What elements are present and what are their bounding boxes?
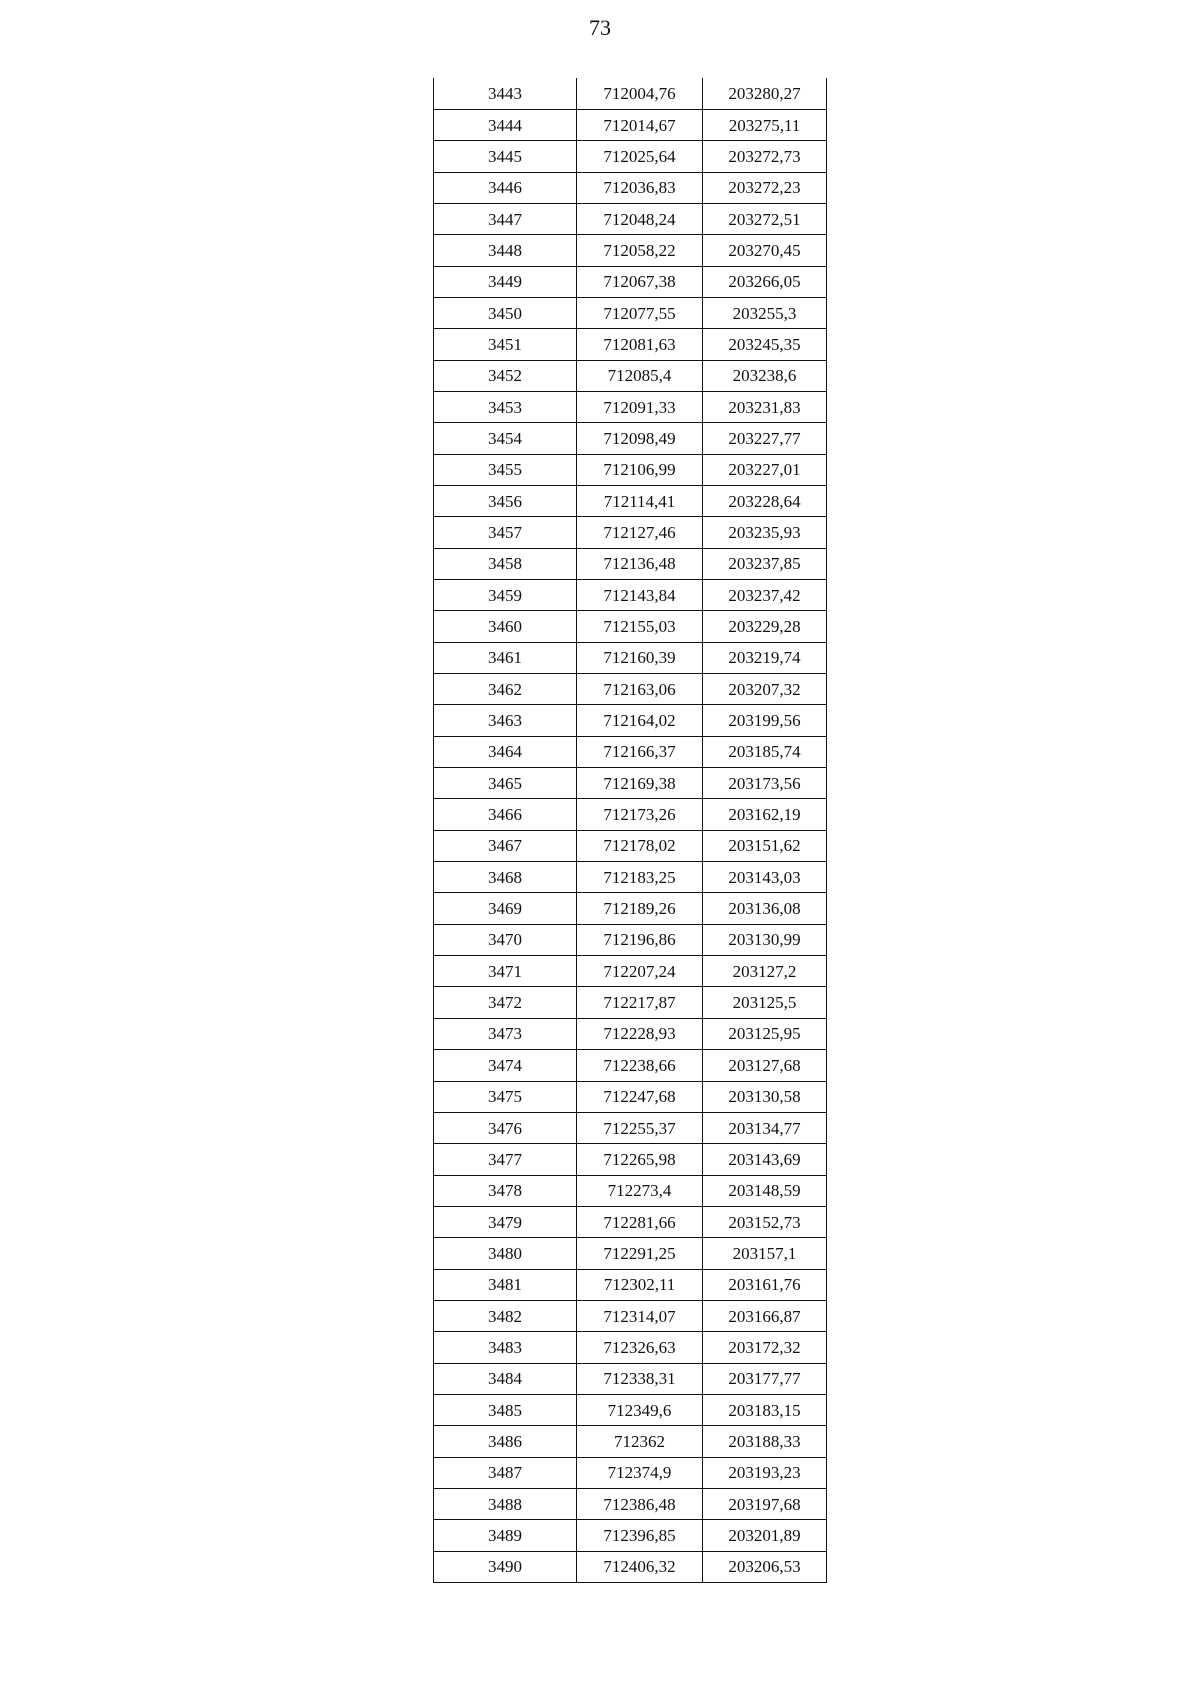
table-row bbox=[434, 1520, 827, 1551]
point-number-cell: 3483 bbox=[434, 1332, 577, 1363]
table-row bbox=[434, 893, 827, 924]
y-coordinate-cell: 203127,2 bbox=[703, 956, 827, 987]
table-row bbox=[434, 329, 827, 360]
point-number-cell: 3490 bbox=[434, 1551, 577, 1582]
table-row bbox=[434, 580, 827, 611]
x-coordinate-cell: 712386,48 bbox=[577, 1488, 703, 1519]
y-coordinate-cell: 203280,27 bbox=[703, 78, 827, 109]
table-row bbox=[434, 235, 827, 266]
x-coordinate-cell: 712255,37 bbox=[577, 1112, 703, 1143]
x-coordinate-cell: 712169,38 bbox=[577, 768, 703, 799]
table-row bbox=[434, 1206, 827, 1237]
point-number-cell: 3458 bbox=[434, 548, 577, 579]
x-coordinate-cell: 712004,76 bbox=[577, 78, 703, 109]
table-row bbox=[434, 1363, 827, 1394]
point-number-cell: 3455 bbox=[434, 454, 577, 485]
x-coordinate-cell: 712189,26 bbox=[577, 893, 703, 924]
point-number-cell: 3481 bbox=[434, 1269, 577, 1300]
y-coordinate-cell: 203238,6 bbox=[703, 360, 827, 391]
point-number-cell: 3475 bbox=[434, 1081, 577, 1112]
y-coordinate-cell: 203136,08 bbox=[703, 893, 827, 924]
point-number-cell: 3459 bbox=[434, 580, 577, 611]
table-row bbox=[434, 1112, 827, 1143]
point-number-cell: 3460 bbox=[434, 611, 577, 642]
y-coordinate-cell: 203185,74 bbox=[703, 736, 827, 767]
table-row bbox=[434, 956, 827, 987]
table-row bbox=[434, 203, 827, 234]
x-coordinate-cell: 712106,99 bbox=[577, 454, 703, 485]
page-number: 73 bbox=[589, 15, 611, 40]
point-number-cell: 3468 bbox=[434, 862, 577, 893]
y-coordinate-cell: 203130,99 bbox=[703, 924, 827, 955]
x-coordinate-cell: 712217,87 bbox=[577, 987, 703, 1018]
y-coordinate-cell: 203199,56 bbox=[703, 705, 827, 736]
y-coordinate-cell: 203228,64 bbox=[703, 485, 827, 516]
point-number-cell: 3467 bbox=[434, 830, 577, 861]
x-coordinate-cell: 712114,41 bbox=[577, 485, 703, 516]
x-coordinate-cell: 712155,03 bbox=[577, 611, 703, 642]
point-number-cell: 3465 bbox=[434, 768, 577, 799]
table-row bbox=[434, 454, 827, 485]
x-coordinate-cell: 712164,02 bbox=[577, 705, 703, 736]
x-coordinate-cell: 712228,93 bbox=[577, 1018, 703, 1049]
y-coordinate-cell: 203275,11 bbox=[703, 109, 827, 140]
table-row bbox=[434, 109, 827, 140]
point-number-cell: 3446 bbox=[434, 172, 577, 203]
table-row bbox=[434, 736, 827, 767]
point-number-cell: 3482 bbox=[434, 1300, 577, 1331]
y-coordinate-cell: 203173,56 bbox=[703, 768, 827, 799]
point-number-cell: 3449 bbox=[434, 266, 577, 297]
x-coordinate-cell: 712281,66 bbox=[577, 1206, 703, 1237]
x-coordinate-cell: 712196,86 bbox=[577, 924, 703, 955]
table-row bbox=[434, 862, 827, 893]
table-row bbox=[434, 768, 827, 799]
x-coordinate-cell: 712265,98 bbox=[577, 1144, 703, 1175]
x-coordinate-cell: 712025,64 bbox=[577, 141, 703, 172]
point-number-cell: 3471 bbox=[434, 956, 577, 987]
x-coordinate-cell: 712166,37 bbox=[577, 736, 703, 767]
y-coordinate-cell: 203127,68 bbox=[703, 1050, 827, 1081]
table-row bbox=[434, 1300, 827, 1331]
x-coordinate-cell: 712058,22 bbox=[577, 235, 703, 266]
table-row bbox=[434, 517, 827, 548]
y-coordinate-cell: 203231,83 bbox=[703, 391, 827, 422]
x-coordinate-cell: 712163,06 bbox=[577, 674, 703, 705]
y-coordinate-cell: 203134,77 bbox=[703, 1112, 827, 1143]
table-row bbox=[434, 548, 827, 579]
y-coordinate-cell: 203227,01 bbox=[703, 454, 827, 485]
table-row bbox=[434, 172, 827, 203]
y-coordinate-cell: 203125,95 bbox=[703, 1018, 827, 1049]
x-coordinate-cell: 712374,9 bbox=[577, 1457, 703, 1488]
table-row bbox=[434, 1426, 827, 1457]
y-coordinate-cell: 203237,85 bbox=[703, 548, 827, 579]
y-coordinate-cell: 203197,68 bbox=[703, 1488, 827, 1519]
point-number-cell: 3479 bbox=[434, 1206, 577, 1237]
table-row bbox=[434, 1332, 827, 1363]
point-number-cell: 3452 bbox=[434, 360, 577, 391]
point-number-cell: 3466 bbox=[434, 799, 577, 830]
point-number-cell: 3450 bbox=[434, 297, 577, 328]
x-coordinate-cell: 712143,84 bbox=[577, 580, 703, 611]
y-coordinate-cell: 203183,15 bbox=[703, 1394, 827, 1425]
x-coordinate-cell: 712183,25 bbox=[577, 862, 703, 893]
x-coordinate-cell: 712302,11 bbox=[577, 1269, 703, 1300]
table-row bbox=[434, 1269, 827, 1300]
y-coordinate-cell: 203157,1 bbox=[703, 1238, 827, 1269]
y-coordinate-cell: 203270,45 bbox=[703, 235, 827, 266]
x-coordinate-cell: 712406,32 bbox=[577, 1551, 703, 1582]
table-row bbox=[434, 266, 827, 297]
table-row bbox=[434, 1018, 827, 1049]
point-number-cell: 3472 bbox=[434, 987, 577, 1018]
y-coordinate-cell: 203177,77 bbox=[703, 1363, 827, 1394]
point-number-cell: 3486 bbox=[434, 1426, 577, 1457]
table-row bbox=[434, 485, 827, 516]
point-number-cell: 3461 bbox=[434, 642, 577, 673]
x-coordinate-cell: 712098,49 bbox=[577, 423, 703, 454]
point-number-cell: 3448 bbox=[434, 235, 577, 266]
point-number-cell: 3445 bbox=[434, 141, 577, 172]
y-coordinate-cell: 203172,32 bbox=[703, 1332, 827, 1363]
x-coordinate-cell: 712067,38 bbox=[577, 266, 703, 297]
point-number-cell: 3470 bbox=[434, 924, 577, 955]
table-row bbox=[434, 1394, 827, 1425]
x-coordinate-cell: 712291,25 bbox=[577, 1238, 703, 1269]
point-number-cell: 3456 bbox=[434, 485, 577, 516]
point-number-cell: 3487 bbox=[434, 1457, 577, 1488]
point-number-cell: 3474 bbox=[434, 1050, 577, 1081]
point-number-cell: 3453 bbox=[434, 391, 577, 422]
point-number-cell: 3485 bbox=[434, 1394, 577, 1425]
x-coordinate-cell: 712273,4 bbox=[577, 1175, 703, 1206]
y-coordinate-cell: 203143,69 bbox=[703, 1144, 827, 1175]
x-coordinate-cell: 712077,55 bbox=[577, 297, 703, 328]
table-row bbox=[434, 360, 827, 391]
point-number-cell: 3476 bbox=[434, 1112, 577, 1143]
point-number-cell: 3464 bbox=[434, 736, 577, 767]
table-row bbox=[434, 987, 827, 1018]
y-coordinate-cell: 203151,62 bbox=[703, 830, 827, 861]
y-coordinate-cell: 203207,32 bbox=[703, 674, 827, 705]
point-number-cell: 3457 bbox=[434, 517, 577, 548]
table-row bbox=[434, 642, 827, 673]
x-coordinate-cell: 712178,02 bbox=[577, 830, 703, 861]
x-coordinate-cell: 712362 bbox=[577, 1426, 703, 1457]
y-coordinate-cell: 203272,23 bbox=[703, 172, 827, 203]
point-number-cell: 3478 bbox=[434, 1175, 577, 1206]
x-coordinate-cell: 712349,6 bbox=[577, 1394, 703, 1425]
table-row bbox=[434, 611, 827, 642]
x-coordinate-cell: 712238,66 bbox=[577, 1050, 703, 1081]
point-number-cell: 3484 bbox=[434, 1363, 577, 1394]
y-coordinate-cell: 203255,3 bbox=[703, 297, 827, 328]
table-row bbox=[434, 1081, 827, 1112]
table-row bbox=[434, 1175, 827, 1206]
x-coordinate-cell: 712085,4 bbox=[577, 360, 703, 391]
x-coordinate-cell: 712314,07 bbox=[577, 1300, 703, 1331]
y-coordinate-cell: 203130,58 bbox=[703, 1081, 827, 1112]
y-coordinate-cell: 203272,73 bbox=[703, 141, 827, 172]
y-coordinate-cell: 203188,33 bbox=[703, 1426, 827, 1457]
table-row bbox=[434, 423, 827, 454]
y-coordinate-cell: 203193,23 bbox=[703, 1457, 827, 1488]
point-number-cell: 3469 bbox=[434, 893, 577, 924]
table-row bbox=[434, 1238, 827, 1269]
point-number-cell: 3488 bbox=[434, 1488, 577, 1519]
x-coordinate-cell: 712081,63 bbox=[577, 329, 703, 360]
y-coordinate-cell: 203237,42 bbox=[703, 580, 827, 611]
x-coordinate-cell: 712396,85 bbox=[577, 1520, 703, 1551]
y-coordinate-cell: 203152,73 bbox=[703, 1206, 827, 1237]
x-coordinate-cell: 712207,24 bbox=[577, 956, 703, 987]
table-row bbox=[434, 1144, 827, 1175]
point-number-cell: 3443 bbox=[434, 78, 577, 109]
table-row bbox=[434, 391, 827, 422]
x-coordinate-cell: 712127,46 bbox=[577, 517, 703, 548]
y-coordinate-cell: 203235,93 bbox=[703, 517, 827, 548]
y-coordinate-cell: 203166,87 bbox=[703, 1300, 827, 1331]
table-row bbox=[434, 705, 827, 736]
y-coordinate-cell: 203219,74 bbox=[703, 642, 827, 673]
y-coordinate-cell: 203245,35 bbox=[703, 329, 827, 360]
y-coordinate-cell: 203143,03 bbox=[703, 862, 827, 893]
point-number-cell: 3444 bbox=[434, 109, 577, 140]
point-number-cell: 3463 bbox=[434, 705, 577, 736]
table-row bbox=[434, 1050, 827, 1081]
x-coordinate-cell: 712160,39 bbox=[577, 642, 703, 673]
point-number-cell: 3462 bbox=[434, 674, 577, 705]
table-row bbox=[434, 78, 827, 109]
table-row bbox=[434, 141, 827, 172]
coordinates-table bbox=[433, 78, 827, 1583]
point-number-cell: 3447 bbox=[434, 203, 577, 234]
y-coordinate-cell: 203201,89 bbox=[703, 1520, 827, 1551]
y-coordinate-cell: 203148,59 bbox=[703, 1175, 827, 1206]
point-number-cell: 3480 bbox=[434, 1238, 577, 1269]
table-row bbox=[434, 674, 827, 705]
x-coordinate-cell: 712173,26 bbox=[577, 799, 703, 830]
x-coordinate-cell: 712338,31 bbox=[577, 1363, 703, 1394]
point-number-cell: 3451 bbox=[434, 329, 577, 360]
coordinates-table-body bbox=[434, 78, 827, 1583]
x-coordinate-cell: 712036,83 bbox=[577, 172, 703, 203]
point-number-cell: 3477 bbox=[434, 1144, 577, 1175]
table-row bbox=[434, 297, 827, 328]
x-coordinate-cell: 712014,67 bbox=[577, 109, 703, 140]
x-coordinate-cell: 712326,63 bbox=[577, 1332, 703, 1363]
table-row bbox=[434, 830, 827, 861]
table-row bbox=[434, 799, 827, 830]
y-coordinate-cell: 203206,53 bbox=[703, 1551, 827, 1582]
point-number-cell: 3454 bbox=[434, 423, 577, 454]
y-coordinate-cell: 203272,51 bbox=[703, 203, 827, 234]
table-row bbox=[434, 1488, 827, 1519]
x-coordinate-cell: 712048,24 bbox=[577, 203, 703, 234]
y-coordinate-cell: 203266,05 bbox=[703, 266, 827, 297]
y-coordinate-cell: 203162,19 bbox=[703, 799, 827, 830]
point-number-cell: 3489 bbox=[434, 1520, 577, 1551]
x-coordinate-cell: 712136,48 bbox=[577, 548, 703, 579]
y-coordinate-cell: 203125,5 bbox=[703, 987, 827, 1018]
point-number-cell: 3473 bbox=[434, 1018, 577, 1049]
table-row bbox=[434, 1457, 827, 1488]
x-coordinate-cell: 712091,33 bbox=[577, 391, 703, 422]
y-coordinate-cell: 203161,76 bbox=[703, 1269, 827, 1300]
table-row bbox=[434, 924, 827, 955]
y-coordinate-cell: 203227,77 bbox=[703, 423, 827, 454]
y-coordinate-cell: 203229,28 bbox=[703, 611, 827, 642]
x-coordinate-cell: 712247,68 bbox=[577, 1081, 703, 1112]
table-row bbox=[434, 1551, 827, 1582]
